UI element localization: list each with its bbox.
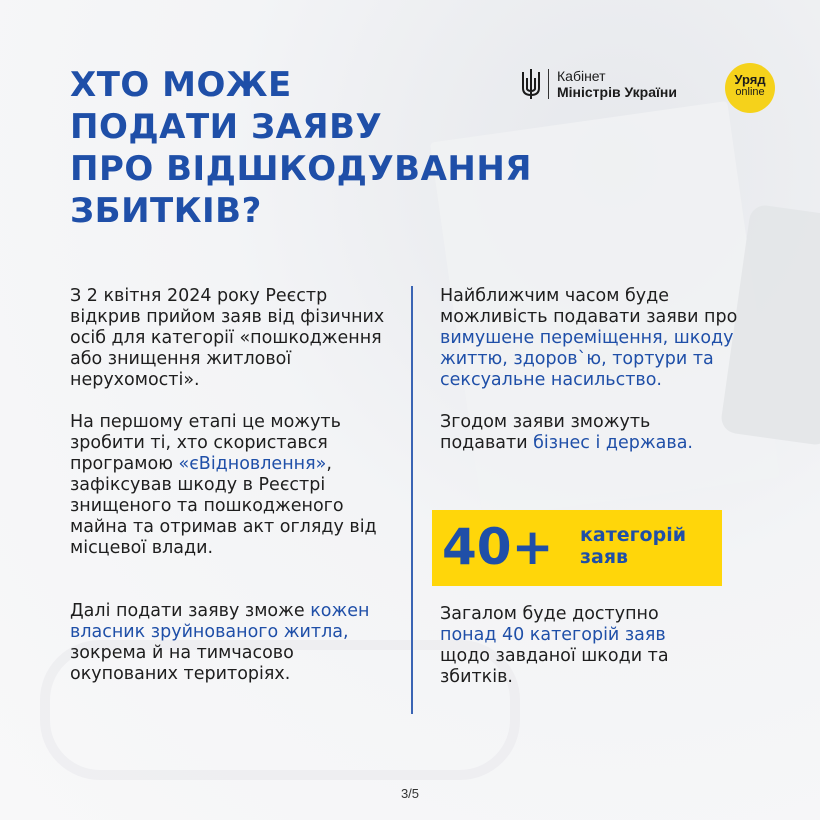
- left-paragraph-3: [70, 601, 400, 685]
- highlight-text: кожен власник зруйнованого житла,: [70, 601, 370, 642]
- highlight-text: «єВідновлення»: [178, 454, 327, 474]
- logo-line1: Кабінет: [557, 68, 606, 84]
- left-column: [70, 286, 400, 685]
- logo-divider: [548, 69, 549, 99]
- stat-label-line2: заяв: [580, 546, 629, 568]
- right-paragraph-3: [440, 604, 720, 688]
- right-column: [440, 286, 740, 454]
- title-line: ПРО ВІДШКОДУВАННЯ: [70, 149, 532, 189]
- stat-label: [580, 524, 686, 568]
- text: Найближчим часом буде можливість подавати заяви про: [440, 286, 738, 327]
- page-indicator: 3/5: [400, 786, 420, 801]
- text: щодо завданої шкоди та збитків.: [440, 646, 669, 687]
- text: Згодом заяви зможуть подавати: [440, 412, 651, 453]
- column-divider: [411, 286, 413, 714]
- stat-value: 40+: [442, 518, 554, 576]
- right-paragraph-1: [440, 286, 740, 391]
- uryad-logo-line2: online: [735, 86, 765, 98]
- stat-badge: [432, 510, 722, 586]
- text: Загалом буде доступно: [440, 604, 659, 624]
- text: Далі подати заяву зможе: [70, 601, 311, 621]
- logo-line2: Міністрів України: [557, 84, 677, 100]
- cabinet-logo: [520, 68, 677, 100]
- uryad-logo-line1: Уряд: [734, 72, 766, 87]
- highlight-text: понад 40 категорій заяв: [440, 625, 666, 645]
- text: зокрема й на тимчасово окупованих територіях.: [70, 643, 294, 684]
- title-line: ПОДАТИ ЗАЯВУ: [70, 107, 383, 147]
- right-paragraph-2: [440, 412, 740, 454]
- stat-label-line1: категорій: [580, 524, 687, 546]
- left-paragraph-2: [70, 412, 400, 559]
- cabinet-logo-text: [557, 68, 677, 100]
- left-paragraph-1: З 2 квітня 2024 року Реєстр відкрив прийом заяв від фізичних осіб для категорії «пошкодження або знищення житлової нерухомості».: [70, 286, 385, 390]
- trident-icon: [520, 68, 542, 100]
- uryad-online-logo: [725, 63, 775, 113]
- text: , зафіксував шкоду в Реєстрі знищеного та пошкодженого майна та отримав акт огляду від місцевої влади.: [70, 454, 377, 558]
- right-summary: [440, 604, 720, 688]
- title-line: ХТО МОЖЕ: [70, 65, 292, 105]
- highlight-text: бізнес і держава.: [533, 433, 693, 453]
- text: На першому етапі це можуть зробити ті, хто скористався програмою: [70, 412, 341, 474]
- title-line: ЗБИТКІВ?: [70, 191, 262, 231]
- highlight-text: вимушене переміщення, шкоду життю, здоров`ю, тортури та сексуальне насильство.: [440, 328, 734, 390]
- page-title: [70, 64, 532, 232]
